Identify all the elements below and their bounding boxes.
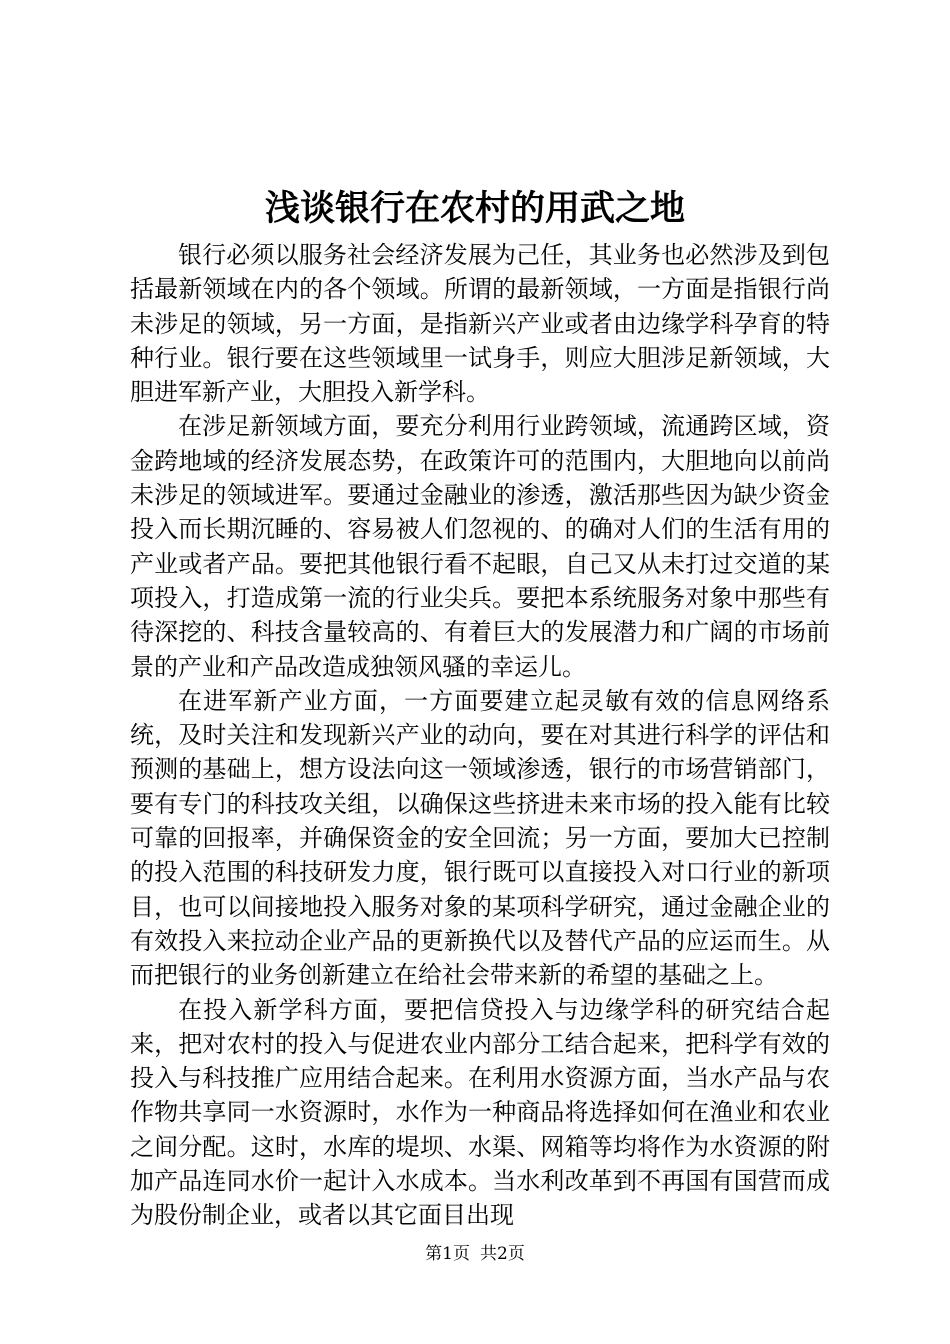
page-number-current: 第1页 bbox=[425, 1244, 470, 1264]
paragraph-2: 在涉足新领域方面，要充分利用行业跨领域，流通跨区域，资金跨地域的经济发展态势，在政策许可的范围内，大胆地向以前尚未涉足的领域进军。要通过金融业的渗透，激活那些因为缺少资金投入而长期沉睡的、容易被人们忽视的、的确对人们的生活有用的产业或者产品。要把其他银行看不起眼，自己又从未打过交道的某项投入，打造成第一流的行业尖兵。要把本系统服务对象中那些有待深挖的、科技含量较高的、有着巨大的发展潜力和广阔的市场前景的产业和产品改造成独领风骚的幸运儿。 bbox=[130, 412, 830, 681]
page-footer bbox=[0, 1242, 950, 1266]
document-title: 浅谈银行在农村的用武之地 bbox=[264, 189, 685, 229]
paragraph-4: 在投入新学科方面，要把信贷投入与边缘学科的研究结合起来，把对农村的投入与促进农业内部分工结合起来，把科学有效的投入与科技推广应用结合起来。在利用水资源方面，当水产品与农作物共享同一水资源时，水作为一种商品将选择如何在渔业和农业之间分配。这时，水库的堤坝、水渠、网箱等均将作为水资源的附加产品连同水价一起计入水成本。当水利改革到不再国有国营而成为股份制企业，或者以其它面目出现 bbox=[130, 995, 830, 1230]
page-number-total: 共2页 bbox=[480, 1244, 525, 1264]
paragraph-3: 在进军新产业方面，一方面要建立起灵敏有效的信息网络系统，及时关注和发现新兴产业的动向，要在对其进行科学的评估和预测的基础上，想方设法向这一领域渗透，银行的市场营销部门，要有专门的科技攻关组，以确保这些挤进未来市场的投入能有比较可靠的回报率，并确保资金的安全回流；另一方面，要加大已控制的投入范围的科技研发力度，银行既可以直接投入对口行业的新项目，也可以间接地投入服务对象的某项科学研究，通过金融企业的有效投入来拉动企业产品的更新换代以及替代产品的应运而生。从而把银行的业务创新建立在给社会带来新的希望的基础之上。 bbox=[130, 686, 830, 990]
paragraph-1: 银行必须以服务社会经济发展为己任，其业务也必然涉及到包括最新领域在内的各个领域。所谓的最新领域，一方面是指银行尚未涉足的领域，另一方面，是指新兴产业或者由边缘学科孕育的特种行业。银行要在这些领域里一试身手，则应大胆涉足新领域，大胆进军新产业，大胆投入新学科。 bbox=[130, 241, 830, 407]
document-body bbox=[130, 238, 830, 1233]
